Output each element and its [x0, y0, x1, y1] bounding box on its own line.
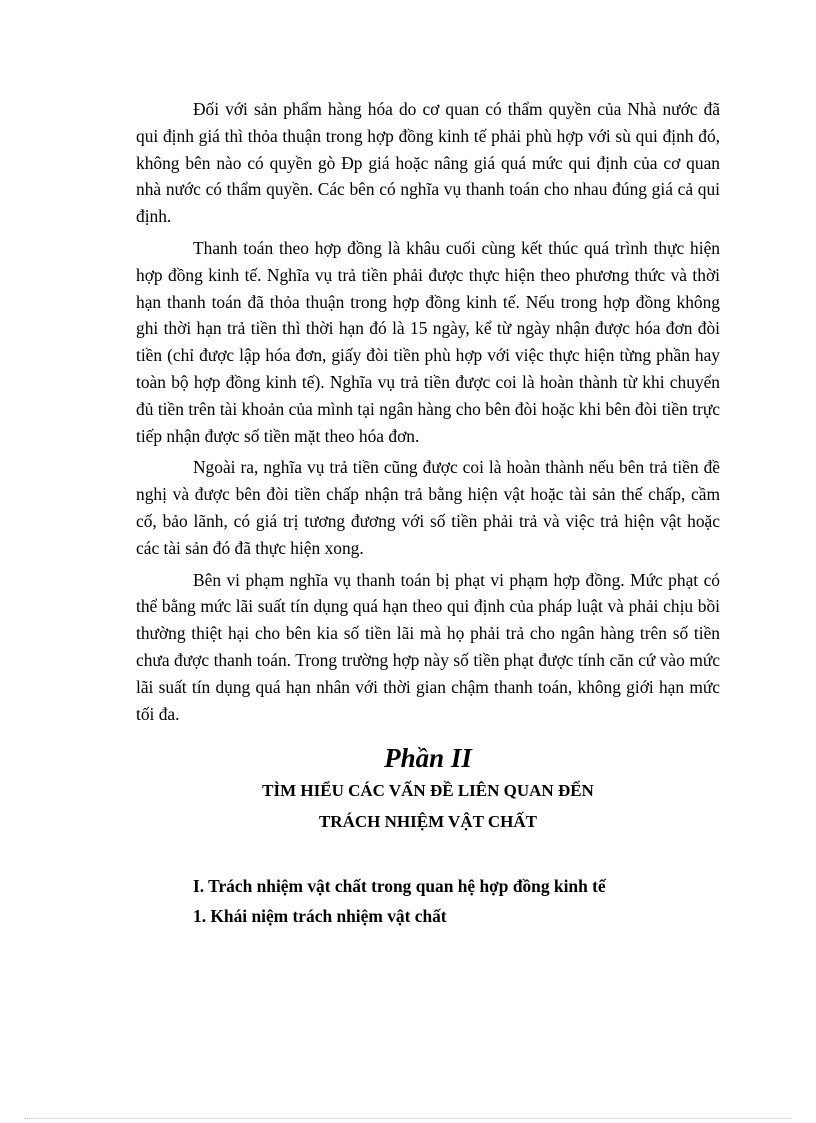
paragraph-payment-in-kind: Ngoài ra, nghĩa vụ trả tiền cũng được coi là hoàn thành nếu bên trả tiền đề nghị và được bên đòi tiền chấp nhận trả bằng hiện vật hoặc tài sản thế chấp, cầm cố, bảo lãnh, có giá trị tương đương với số tiền phải trả và việc trả hiện vật hoặc các tài sản đó đã thực hiện xong. — [136, 457, 720, 558]
page-bottom-divider — [24, 1118, 792, 1119]
part-title: Phần II — [384, 743, 472, 774]
paragraph-payment-terms: Thanh toán theo hợp đồng là khâu cuối cùng kết thúc quá trình thực hiện hợp đồng kinh tế. Nghĩa vụ trả tiền phải được thực hiện theo phương thức và thời hạn thanh toán đã thỏa thuận trong hợp đồng kinh tế. Nếu trong hợp đồng không ghi thời hạn trả tiền thì thời hạn đó là 15 ngày, kể từ ngày nhận được hóa đơn đòi tiền (chỉ được lập hóa đơn, giấy đòi tiền phù hợp với việc thực hiện từng phần hay toàn bộ hợp đồng kinh tế). Nghĩa vụ trả tiền được coi là hoàn thành từ khi chuyển đủ tiền trên tài khoản của mình tại ngân hàng cho bên đòi hoặc khi bên đòi tiền trực tiếp nhận được số tiền mặt theo hóa đơn. — [136, 237, 720, 446]
part-subtitle-line-1: TÌM HIỂU CÁC VẤN ĐỀ LIÊN QUAN ĐẾN — [262, 781, 594, 801]
subsection-heading: 1. Khái niệm trách nhiệm vật chất — [193, 906, 447, 927]
section-heading: I. Trách nhiệm vật chất trong quan hệ hợp đồng kinh tế — [193, 876, 606, 897]
paragraph-price-regulation: Đối với sản phẩm hàng hóa do cơ quan có thẩm quyền của Nhà nước đã qui định giá thì thỏa thuận trong hợp đồng kinh tế phải phù hợp với sù qui định đó, không bên nào có quyền gò Ðp giá hoặc nâng giá quá mức qui định của cơ quan nhà nước có thẩm quyền. Các bên có nghĩa vụ thanh toán cho nhau đúng giá cả qui định. — [136, 99, 720, 227]
part-subtitle-line-2: TRÁCH NHIỆM VẬT CHẤT — [318, 812, 538, 832]
document-page — [136, 96, 720, 931]
paragraph-payment-violation: Bên vi phạm nghĩa vụ thanh toán bị phạt vi phạm hợp đồng. Mức phạt có thể bằng mức lãi suất tín dụng quá hạn theo qui định của pháp luật và phải chịu bồi thường thiệt hại cho bên kia số tiền lãi mà họ phải trả cho ngân hàng trên số tiền chưa được thanh toán. Trong trường hợp này số tiền phạt được tính căn cứ vào mức lãi suất tín dụng quá hạn nhân với thời gian chậm thanh toán, không giới hạn mức tối đa. — [136, 569, 720, 724]
